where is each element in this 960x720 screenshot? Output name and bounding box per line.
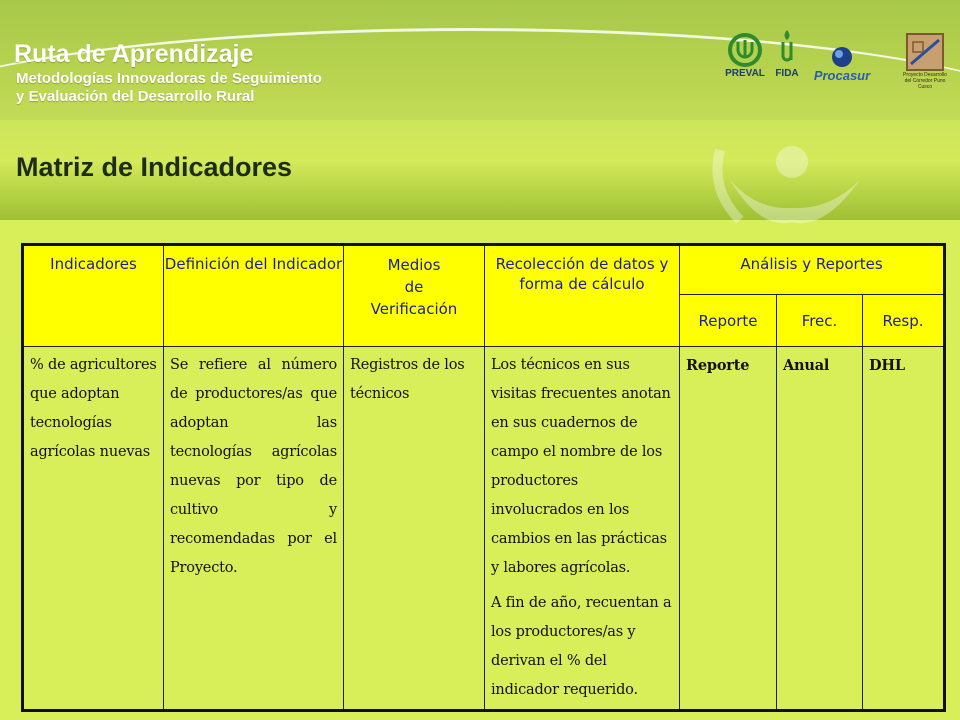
reporte-text: Reporte: [686, 357, 750, 374]
cell-recoleccion: [485, 347, 680, 711]
header-medios-line-1: Medios: [387, 256, 441, 274]
subtitle-line-1: Metodologías Innovadoras de Seguimiento: [16, 70, 322, 87]
header-recoleccion: Recolección de datos y forma de cálculo: [485, 245, 680, 347]
recoleccion-paragraph-2: A fin de año, recuentan a los productores/as y derivan el % del indicador requerido.: [491, 595, 672, 698]
frec-text: Anual: [783, 357, 830, 374]
indicator-matrix-table: [21, 243, 946, 712]
presentation-title: Ruta de Aprendizaje: [14, 40, 254, 68]
fida-icon: [776, 28, 798, 68]
resp-text: DHL: [869, 357, 905, 374]
procasur-globe-icon: [831, 46, 853, 68]
medios-text: Registros de los técnicos: [350, 357, 465, 402]
partner-logos: [722, 28, 952, 104]
fida-logo: [774, 28, 800, 80]
cell-frec: [777, 347, 863, 711]
header-frec: Frec.: [777, 295, 863, 347]
cell-resp: [863, 347, 945, 711]
procasur-logo: [806, 46, 878, 83]
cell-indicador: [23, 347, 164, 711]
cell-definicion: [164, 347, 344, 711]
header-medios-line-3: Verificación: [370, 300, 458, 318]
definicion-text: Se refiere al número de productores/as que adoptan las tecnologías agrícolas nuevas por tipo de cultivo y recomendadas por el Proyecto.: [170, 357, 337, 576]
header-medios-line-2: de: [404, 278, 424, 296]
header-medios-verificacion: [344, 245, 485, 347]
header-analisis-reportes: Análisis y Reportes: [680, 245, 945, 295]
presentation-subtitle: [16, 70, 322, 106]
procasur-label: Procasur: [813, 68, 871, 83]
corridor-project-label: Proyecto Desarrollo del Corredor Puno Cusco: [903, 72, 947, 90]
preval-icon: [727, 32, 763, 68]
indicador-text: % de agricultores que adoptan tecnologías agrícolas nuevas: [30, 357, 157, 460]
header-indicadores: Indicadores: [23, 245, 164, 347]
subtitle-line-2: y Evaluación del Desarrollo Rural: [16, 88, 255, 105]
cell-medios: [344, 347, 485, 711]
fida-label: FIDA: [775, 68, 799, 79]
preval-label: PREVAL: [725, 68, 765, 79]
recoleccion-paragraph-1: Los técnicos en sus visitas frecuentes anotan en sus cuadernos de campo el nombre de los productores involucrados en los cambios en las prácticas y labores agrícolas.: [491, 357, 671, 576]
corridor-map-icon: [905, 32, 945, 72]
preval-logo: [722, 32, 768, 80]
header-reporte: Reporte: [680, 295, 777, 347]
corridor-project-logo: [902, 32, 948, 90]
cell-reporte: [680, 347, 777, 711]
person-watermark-icon: [700, 110, 960, 230]
page-title: Matriz de Indicadores: [16, 152, 293, 182]
header-resp: Resp.: [863, 295, 945, 347]
table-row: [23, 347, 945, 711]
header-definicion: Definición del Indicador: [164, 245, 344, 347]
